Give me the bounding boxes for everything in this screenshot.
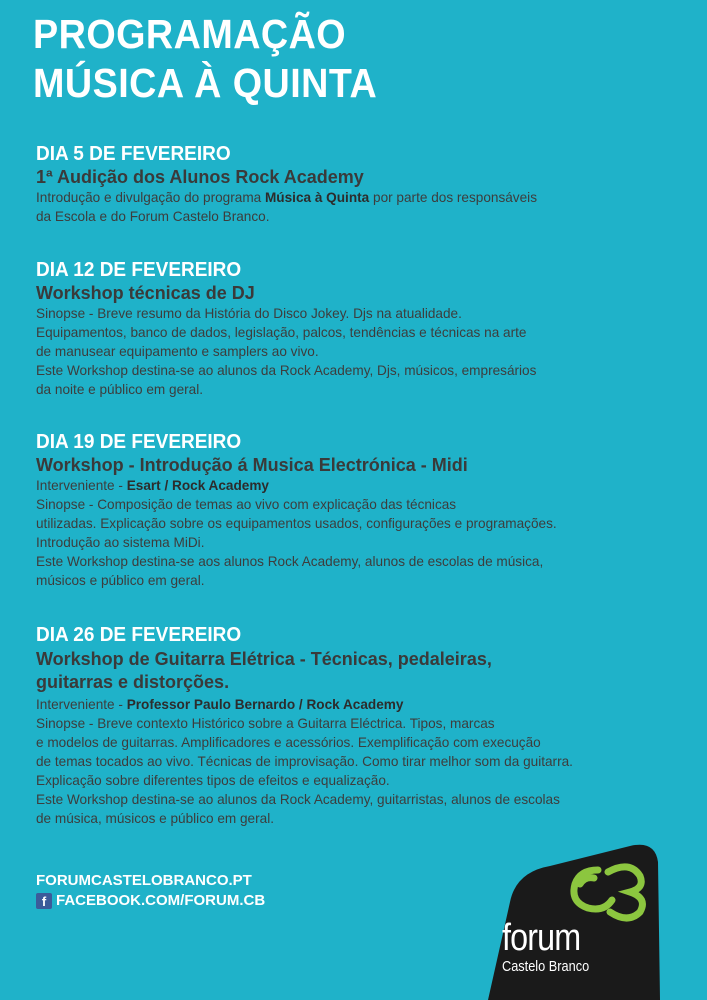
title-line-2: MÚSICA À QUINTA xyxy=(33,60,378,106)
description-line: músicos e público em geral. xyxy=(36,573,205,588)
description-line: Explicação sobre diferentes tipos de efeitos e equalização. xyxy=(36,773,390,788)
description-line: de temas tocados ao vivo. Técnicas de improvisação. Como tirar melhor som da guitarra. xyxy=(36,754,573,769)
description-line: Sinopse - Composição de temas ao vivo com explicação das técnicas xyxy=(36,497,457,512)
program-name: Música à Quinta xyxy=(264,190,370,205)
facebook-link[interactable] xyxy=(36,891,265,911)
title-line-1: PROGRAMAÇÃO xyxy=(33,11,347,57)
description-text: por parte dos responsáveis xyxy=(369,190,537,205)
description-line: da Escola e do Forum Castelo Branco. xyxy=(36,209,270,224)
logo-subtitle: Castelo Branco xyxy=(502,958,590,975)
website-link[interactable]: FORUMCASTELOBRANCO.PT xyxy=(36,872,252,889)
description-line: Introdução ao sistema MiDi. xyxy=(36,535,205,550)
event-description xyxy=(36,188,676,226)
description-line: Este Workshop destina-se ao alunos da Rock Academy, Djs, músicos, empresários xyxy=(36,363,537,378)
speaker-label: Interveniente - xyxy=(36,697,127,712)
speaker-name: Esart / Rock Academy xyxy=(126,478,269,493)
description-line: Este Workshop destina-se ao alunos da Rock Academy, guitarristas, alunos de escolas xyxy=(36,792,560,807)
facebook-link-text: FACEBOOK.COM/FORUM.CB xyxy=(56,892,266,909)
event-title xyxy=(36,648,676,694)
event-description xyxy=(36,695,676,828)
event-title: Workshop técnicas de DJ xyxy=(36,283,255,303)
description-line: Sinopse - Breve contexto Histórico sobre a Guitarra Eléctrica. Tipos, marcas xyxy=(36,716,495,731)
event-date: DIA 5 DE FEVEREIRO xyxy=(36,143,231,165)
event-description xyxy=(36,304,676,399)
event-title-line-1: Workshop de Guitarra Elétrica - Técnicas, pedaleiras, xyxy=(36,649,492,669)
event-19-february xyxy=(36,431,676,590)
description-line: de música, músicos e público em geral. xyxy=(36,811,274,826)
description-line: da noite e público em geral. xyxy=(36,382,204,397)
description-line: Este Workshop destina-se aos alunos Rock Academy, alunos de escolas de música, xyxy=(36,554,544,569)
event-date: DIA 26 DE FEVEREIRO xyxy=(36,624,242,646)
event-date: DIA 19 DE FEVEREIRO xyxy=(36,431,242,453)
description-text: Introdução e divulgação do programa xyxy=(36,190,265,205)
logo-name: forum xyxy=(502,917,581,959)
speaker-label: Interveniente - xyxy=(36,478,127,493)
event-description xyxy=(36,476,676,590)
footer-links xyxy=(36,871,265,911)
page-title xyxy=(33,10,377,108)
event-title-line-2: guitarras e distorções. xyxy=(36,672,230,692)
event-title: Workshop - Introdução á Musica Electrónica - Midi xyxy=(36,455,468,475)
event-26-february xyxy=(36,624,676,828)
logo-text xyxy=(502,918,605,976)
event-title: 1ª Audição dos Alunos Rock Academy xyxy=(36,167,364,187)
facebook-icon: f xyxy=(36,893,52,909)
event-date: DIA 12 DE FEVEREIRO xyxy=(36,259,242,281)
description-line: e modelos de guitarras. Amplificadores e acessórios. Exemplificação com execução xyxy=(36,735,541,750)
description-line: Equipamentos, banco de dados, legislação, palcos, tendências e técnicas na arte xyxy=(36,325,527,340)
description-line: Sinopse - Breve resumo da História do Disco Jokey. Djs na atualidade. xyxy=(36,306,462,321)
description-line: de manusear equipamento e samplers ao vivo. xyxy=(36,344,319,359)
event-5-february xyxy=(36,143,676,226)
event-12-february xyxy=(36,259,676,399)
description-line: utilizadas. Explicação sobre os equipamentos usados, configurações e programações. xyxy=(36,516,557,531)
speaker-name: Professor Paulo Bernardo / Rock Academy xyxy=(126,697,404,712)
